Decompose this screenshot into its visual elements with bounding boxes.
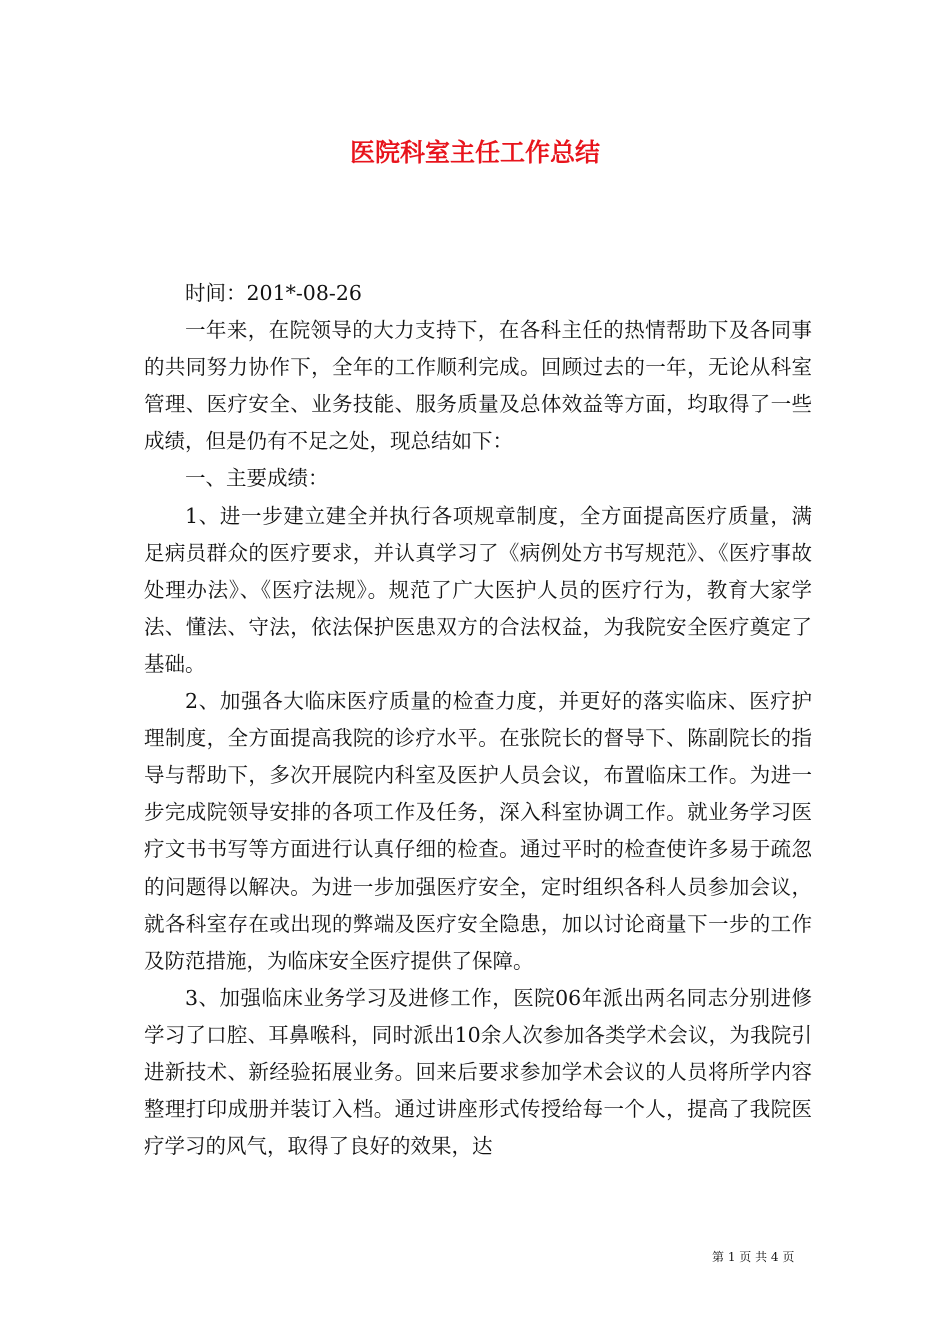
paragraph-item-2: 2、加强各大临床医疗质量的检查力度，并更好的落实临床、医疗护理制度，全方面提高我院的诊疗水平。在张院长的督导下、陈副院长的指导与帮助下，多次开展院内科室及医护人员会议，布置临床工作。为进一步完成院领导安排的各项工作及任务，深入科室协调工作。就业务学习医疗文书书写等方面进行认真仔细的检查。通过平时的检查使许多易于疏忽的问题得以解决。为进一步加强医疗安全，定时组织各科人员参加会议，就各科室存在或出现的弊端及医疗安全隐患，加以讨论商量下一步的工作及防范措施，为临床安全医疗提供了保障。: [144, 689, 812, 973]
paragraph-intro: 一年来，在院领导的大力支持下，在各科主任的热情帮助下及各同事的共同努力协作下，全年的工作顺利完成。回顾过去的一年，无论从科室管理、医疗安全、业务技能、服务质量及总体效益等方面，均取得了一些成绩，但是仍有不足之处，现总结如下：: [144, 318, 812, 454]
document-body: [144, 275, 812, 1165]
paragraph-item-3: 3、加强临床业务学习及进修工作，医院06年派出两名同志分别进修学习了口腔、耳鼻喉科，同时派出10余人次参加各类学术会议，为我院引进新技术、新经验拓展业务。回来后要求参加学术会议的人员将所学内容整理打印成册并装订入档。通过讲座形式传授给每一个人，提高了我院医疗学习的风气，取得了良好的效果，达: [144, 985, 812, 1159]
paragraph-item-1: 1、进一步建立建全并执行各项规章制度，全方面提高医疗质量，满足病员群众的医疗要求，并认真学习了《病例处方书写规范》、《医疗事故处理办法》、《医疗法规》。规范了广大医护人员的医疗行为，教育大家学法、懂法、守法，依法保护医患双方的合法权益，为我院安全医疗奠定了基础。: [144, 503, 812, 676]
date-line: 时间：201*-08-26: [185, 281, 362, 305]
page-number: 第 1 页 共 4 页: [712, 1250, 795, 1264]
page-title: 医院科室主任工作总结: [349, 138, 600, 167]
section-heading: 一、主要成绩：: [185, 466, 329, 491]
